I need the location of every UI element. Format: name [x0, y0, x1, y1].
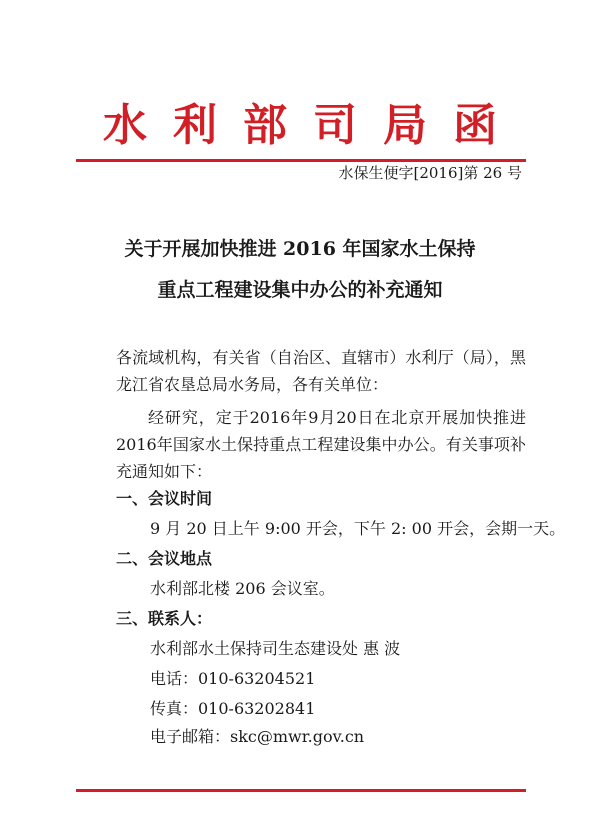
section-place-heading: 二、会议地点 [116, 549, 213, 568]
recipients-paragraph: 各流域机构，有关省（自治区、直辖市）水利厅（局），黑龙江省农垦总局水务局，各有关单位： [116, 348, 526, 394]
intro-paragraph: 经研究，定于2016年9月20日在北京开展加快推进2016年国家水土保持重点工程建设集中办公。有关事项补充通知如下： [116, 408, 526, 481]
letterhead-title: 水利部司局函 [103, 100, 523, 151]
contact-email: 电子邮箱：skc@mwr.gov.cn [150, 727, 365, 746]
contact-department: 水利部水土保持司生态建设处 惠 波 [150, 639, 401, 658]
document-number: 水保生便字[2016]第 26 号 [338, 164, 522, 182]
section-time-heading: 一、会议时间 [116, 489, 213, 508]
notice-title-line-1: 关于开展加快推进 2016 年国家水土保持 [124, 238, 476, 260]
notice-title-line-2: 重点工程建设集中办公的补充通知 [157, 279, 443, 301]
footer-rule [76, 789, 526, 792]
section-time-content: 9 月 20 日上午 9:00 开会，下午 2: 00 开会，会期一天。 [150, 519, 566, 538]
section-place-content: 水利部北楼 206 会议室。 [150, 579, 335, 598]
contact-phone: 电话：010-63204521 [150, 669, 316, 688]
section-contact-heading: 三、联系人： [116, 609, 213, 628]
contact-fax: 传真：010-63202841 [150, 699, 316, 718]
